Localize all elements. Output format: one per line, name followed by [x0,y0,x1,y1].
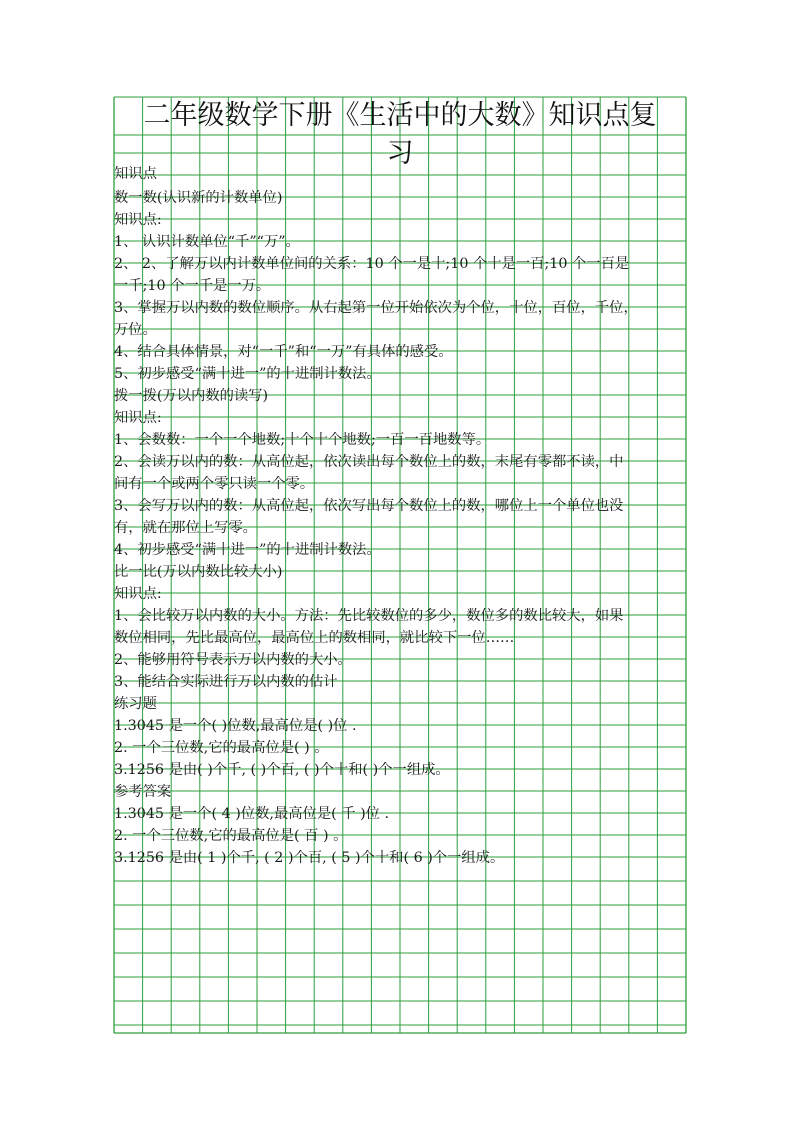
text-line: 知识点 [114,166,157,182]
text-line: 2、会读万以内的数：从高位起，依次读出每个数位上的数，末尾有零都不读，中 [114,454,624,470]
text-line: 1.3045 是一个( 4 )位数,最高位是( 千 )位 . [114,806,390,822]
text-line: 一千;10 个一千是一万。 [114,278,271,294]
text-line: 参考答案 [114,784,172,800]
text-line: 3、掌握万以内数的数位顺序。从右起第一位开始依次为个位，十位，百位，千位， [114,300,638,316]
text-line: 比一比(万以内数比较大小) [114,564,283,580]
text-line: 数一数(认识新的计数单位) [114,190,283,206]
text-line: 2、能够用符号表示万以内数的大小。 [114,652,352,668]
text-line: 间有一个或两个零只读一个零。 [114,476,315,492]
text-line: 4、结合具体情景，对“一千”和“一万”有具体的感受。 [114,344,453,360]
text-line: 2. 一个三位数,它的最高位是( ) 。 [114,740,329,756]
text-line: 万位。 [114,322,157,338]
text-line: 1.3045 是一个( )位数,最高位是( )位 . [114,718,357,734]
text-line: 拨一拨(万以内数的读写) [114,388,269,404]
text-line: 1、会比较万以内数的大小。方法：先比较数位的多少，数位多的数比较大，如果 [114,608,624,624]
title-line-2: 习 [386,138,414,169]
text-line: 4、初步感受“满十进一”的十进制计数法。 [114,542,381,558]
text-line: 练习题 [114,696,157,712]
text-line: 知识点: [114,410,162,426]
text-line: 1、 认识计数单位“千”“万”。 [114,234,300,250]
text-line: 知识点: [114,586,162,602]
text-line: 知识点: [114,212,162,228]
text-line: 3.1256 是由( 1 )个千, ( 2 )个百, ( 5 )个十和( 6 )个一组成。 [114,850,505,866]
text-line: 数位相同，先比最高位，最高位上的数相同，就比较下一位…… [114,630,515,646]
text-line: 1、会数数：一个一个地数;十个十个地数;一百一百地数等。 [114,432,491,448]
text-line: 3.1256 是由( )个千, ( )个百, ( )个十和( )个一组成。 [114,762,450,778]
text-line: 3、能结合实际进行万以内数的估计 [114,674,338,690]
text-line: 3、会写万以内的数：从高位起，依次写出每个数位上的数，哪位上一个单位也没 [114,498,624,514]
text-line: 2、 2、了解万以内计数单位间的关系：10 个一是十;10 个十是一百;10 个一百是 [114,256,630,272]
title-line-1: 二年级数学下册《生活中的大数》知识点复 [143,100,657,131]
text-line: 2. 一个三位数,它的最高位是( 百 ) 。 [114,828,348,844]
text-line: 有，就在那位上写零。 [114,520,257,536]
text-line: 5、初步感受“满十进一”的十进制计数法。 [114,366,381,382]
